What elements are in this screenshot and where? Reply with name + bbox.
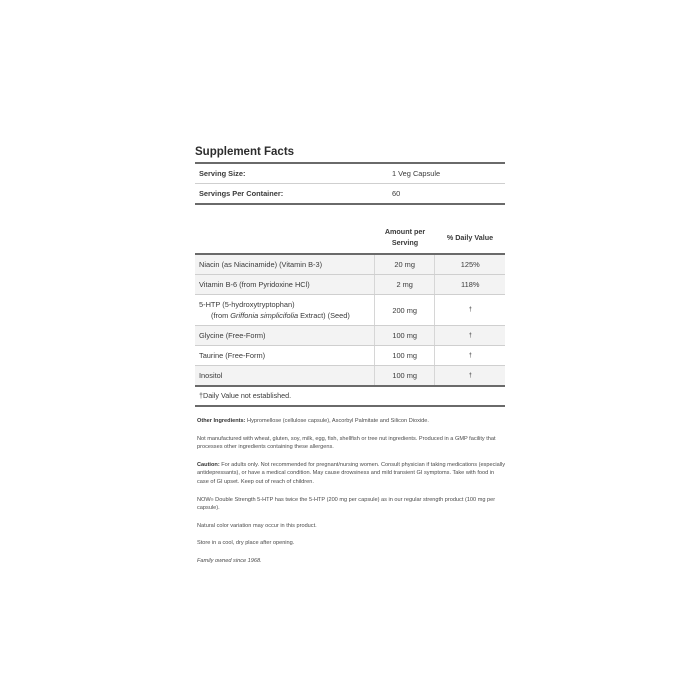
source-species: Griffonia simplicifolia xyxy=(230,311,299,320)
nutrient-name: Inositol xyxy=(199,371,223,380)
table-row xyxy=(195,275,505,295)
nutrient-name: Glycine (Free-Form) xyxy=(199,331,266,340)
nutrient-dv: † xyxy=(434,326,505,345)
servings-per-container-value: 60 xyxy=(392,189,401,198)
table-row xyxy=(195,255,505,275)
nutrient-name: Vitamin B-6 (from Pyridoxine HCl) xyxy=(199,280,310,289)
daily-value-header: % Daily Value xyxy=(446,233,494,242)
table-row xyxy=(195,326,505,346)
nutrient-name: Niacin (as Niacinamide) (Vitamin B-3) xyxy=(199,260,323,269)
serving-size-label: Serving Size: xyxy=(199,169,246,178)
other-ingredients-text: Hypromellose (cellulose capsule), Ascorbyl Palmitate and Silicon Dioxide. xyxy=(245,418,429,424)
caution-statement xyxy=(197,461,505,487)
brand-name: NOW xyxy=(197,496,211,503)
nutrient-dv: † xyxy=(434,295,505,325)
nutrient-dv: † xyxy=(434,346,505,365)
storage-statement: Store in a cool, dry place after opening. xyxy=(197,540,295,547)
other-ingredients-label: Other Ingredients: xyxy=(197,418,246,424)
servings-per-container-row xyxy=(195,184,505,205)
color-statement: Natural color variation may occur in this product. xyxy=(197,522,317,529)
nutrient-table-header xyxy=(195,222,505,255)
nutrient-dv: † xyxy=(434,366,505,385)
source-suffix: Extract) (Seed) xyxy=(298,311,350,320)
nutrient-name: 5-HTP (5-hydroxytryptophan) xyxy=(199,300,295,309)
table-row xyxy=(195,366,505,387)
nutrient-amount: 100 mg xyxy=(374,326,435,345)
nutrient-amount: 20 mg xyxy=(374,255,435,274)
serving-size-value: 1 Veg Capsule xyxy=(392,169,441,178)
supplement-facts-panel xyxy=(195,146,505,575)
nutrient-source xyxy=(199,310,370,321)
strength-statement xyxy=(197,496,505,513)
nutrient-name: Taurine (Free-Form) xyxy=(199,351,266,360)
family-statement: Family owned since 1968. xyxy=(197,557,262,564)
allergen-statement: Not manufactured with wheat, gluten, soy, milk, egg, fish, shellfish or tree nut ingredients. Produced in a GMP facility that processes other ingredients containing these allergens. xyxy=(197,435,496,451)
amount-header: Amount per Serving xyxy=(384,227,426,247)
nutrient-dv: 125% xyxy=(434,255,505,274)
panel-title: Supplement Facts xyxy=(195,146,295,158)
table-row xyxy=(195,295,505,326)
nutrient-amount: 2 mg xyxy=(374,275,435,294)
spacer xyxy=(195,205,505,222)
nutrient-amount: 100 mg xyxy=(374,346,435,365)
table-row xyxy=(195,346,505,366)
servings-per-container-label: Servings Per Container: xyxy=(199,189,284,198)
serving-size-row xyxy=(195,164,505,184)
daily-value-footnote: †Daily Value not established. xyxy=(195,387,505,407)
caution-text: For adults only. Not recommended for pregnant/nursing women. Consult physician if taking medications (especially antidepressants), or have a medical condition. May cause drowsiness and mild transient GI symptoms. Take with food in case of GI upset. Keep out of reach of children. xyxy=(197,461,506,485)
nutrient-amount: 100 mg xyxy=(374,366,435,385)
source-prefix: (from xyxy=(211,311,231,320)
strength-text: Double Strength 5-HTP has twice the 5-HTP (200 mg per capsule) as in our regular strength product (100 mg per capsule). xyxy=(197,496,496,512)
nutrient-name-block xyxy=(195,295,374,325)
nutrient-amount: 200 mg xyxy=(374,295,435,325)
other-ingredients xyxy=(197,417,505,426)
nutrient-dv: 118% xyxy=(434,275,505,294)
label-notes xyxy=(195,417,505,566)
caution-label: Caution: xyxy=(197,461,220,468)
registered-mark: ® xyxy=(210,496,214,502)
